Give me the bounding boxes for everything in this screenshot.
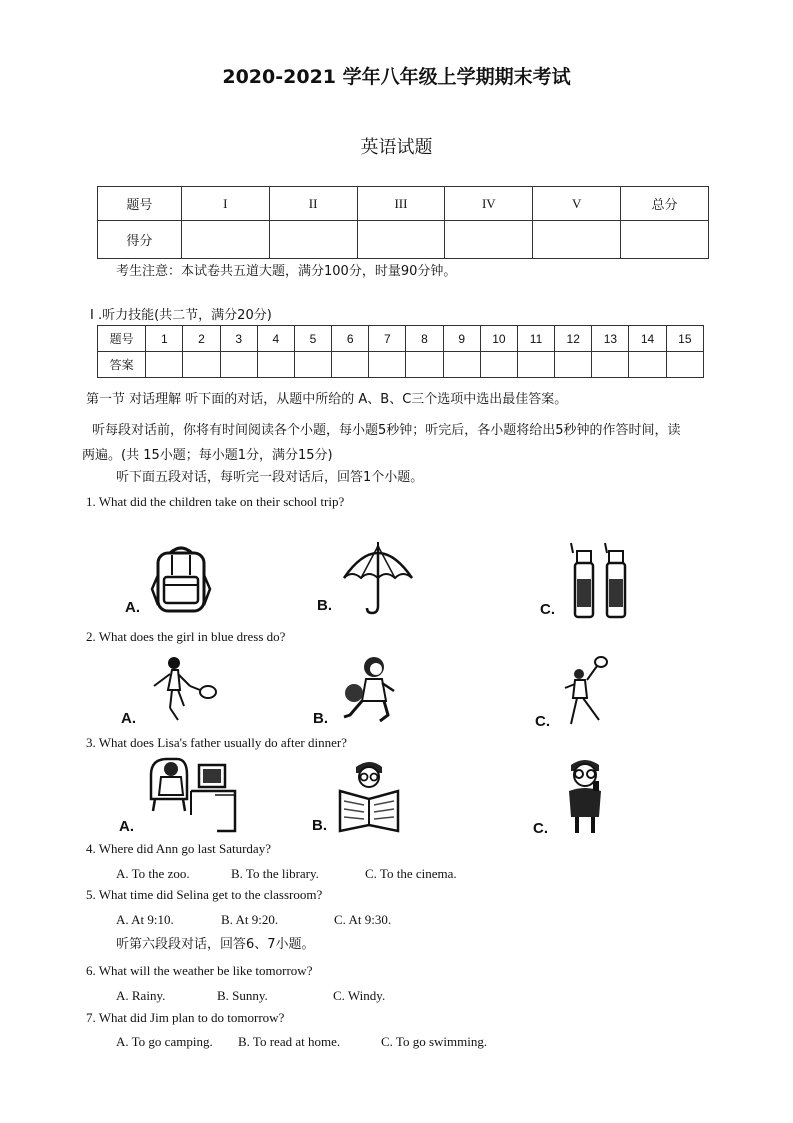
option-label: B. [313, 710, 328, 727]
tennis-player-icon [148, 656, 218, 724]
instruction-line: 两遍。(共 15小题；每小题1分，满分15分) [82, 448, 333, 463]
question-text: 1. What did the children take on their school trip? [86, 494, 345, 509]
option-text: C. At 9:30. [334, 912, 392, 927]
answer-input-cell[interactable] [257, 352, 294, 378]
man-reading-newspaper-icon [336, 757, 402, 833]
answer-table [97, 325, 704, 378]
answer-input-cell[interactable] [517, 352, 554, 378]
answer-table-cell: 9 [443, 326, 480, 352]
score-input-cell[interactable] [621, 221, 709, 259]
answer-table-cell: 6 [332, 326, 369, 352]
backpack-icon [150, 545, 212, 613]
answer-input-cell[interactable] [369, 352, 406, 378]
option-label: A. [121, 710, 136, 727]
question-text: 2. What does the girl in blue dress do? [86, 629, 286, 644]
score-table-cell: 得分 [98, 221, 182, 259]
score-table-cell: IV [445, 187, 533, 221]
answer-table-cell: 3 [220, 326, 257, 352]
answer-input-cell[interactable] [183, 352, 220, 378]
answer-table-cell: 8 [406, 326, 443, 352]
basketball-player-icon [340, 655, 402, 725]
option-text: C. To go swimming. [381, 1034, 488, 1049]
answer-table-cell: 14 [629, 326, 666, 352]
answer-input-cell[interactable] [480, 352, 517, 378]
option-label: A. [119, 818, 134, 835]
umbrella-icon [341, 540, 415, 616]
badminton-player-icon [563, 654, 613, 728]
answer-table-cell: 15 [666, 326, 703, 352]
section1-heading: I .听力技能(共二节，满分20分) [90, 308, 272, 323]
option-label: A. [125, 599, 140, 616]
option-text: A. To the zoo. [116, 866, 190, 881]
score-input-cell[interactable] [357, 221, 445, 259]
answer-input-cell[interactable] [666, 352, 703, 378]
option-text: A. At 9:10. [116, 912, 174, 927]
option-text: A. Rainy. [116, 988, 166, 1003]
score-input-cell[interactable] [269, 221, 357, 259]
score-table-cell: 总分 [621, 187, 709, 221]
exam-title: 2020-2021 学年八年级上学期期末考试 [222, 66, 571, 88]
answer-table-cell: 10 [480, 326, 517, 352]
score-table-cell: 题号 [98, 187, 182, 221]
option-text: B. To the library. [231, 866, 319, 881]
answer-table-cell: 11 [517, 326, 554, 352]
question-text: 3. What does Lisa's father usually do after dinner? [86, 735, 347, 750]
score-table [97, 186, 709, 259]
answer-input-cell[interactable] [146, 352, 183, 378]
option-text: A. To go camping. [116, 1034, 213, 1049]
answer-table-cell: 2 [183, 326, 220, 352]
score-table-cell: III [357, 187, 445, 221]
man-on-phone-icon [563, 757, 607, 835]
option-label: C. [540, 601, 555, 618]
option-label: C. [535, 713, 550, 730]
option-label: B. [312, 817, 327, 834]
score-table-score-row [98, 221, 709, 259]
option-text: B. At 9:20. [221, 912, 279, 927]
answer-input-cell[interactable] [443, 352, 480, 378]
answer-table-cell: 答案 [98, 352, 146, 378]
exam-notice: 考生注意：本试卷共五道大题，满分100分，时量90分钟。 [116, 264, 457, 279]
answer-table-cell: 7 [369, 326, 406, 352]
score-input-cell[interactable] [533, 221, 621, 259]
answer-input-cell[interactable] [592, 352, 629, 378]
score-input-cell[interactable] [181, 221, 269, 259]
answer-input-cell[interactable] [406, 352, 443, 378]
question-text: 5. What time did Selina get to the classroom? [86, 887, 323, 902]
part1-title: 第一节 对话理解 听下面的对话，从题中所给的 A、B、C三个选项中选出最佳答案。 [86, 392, 568, 407]
answer-input-cell[interactable] [332, 352, 369, 378]
question-text: 6. What will the weather be like tomorrow? [86, 963, 313, 978]
answer-table-answer-row [98, 352, 704, 378]
score-input-cell[interactable] [445, 221, 533, 259]
option-text: C. Windy. [333, 988, 386, 1003]
answer-input-cell[interactable] [220, 352, 257, 378]
score-table-cell: V [533, 187, 621, 221]
exam-subtitle: 英语试题 [360, 137, 433, 158]
answer-table-number-row [98, 326, 704, 352]
instruction-line: 听下面五段对话，每听完一段对话后，回答1个小题。 [116, 470, 424, 485]
answer-table-cell: 13 [592, 326, 629, 352]
option-text: B. Sunny. [217, 988, 268, 1003]
score-table-cell: II [269, 187, 357, 221]
answer-table-cell: 5 [294, 326, 331, 352]
option-text: C. To the cinema. [365, 866, 457, 881]
score-table-header-row [98, 187, 709, 221]
answer-input-cell[interactable] [555, 352, 592, 378]
answer-input-cell[interactable] [629, 352, 666, 378]
instruction-line: 听每段对话前，你将有时间阅读各个小题，每小题5秒钟；听完后，各小题将给出5秒钟的作答时间，读 [92, 423, 681, 438]
question-text: 7. What did Jim plan to do tomorrow? [86, 1010, 285, 1025]
option-text: B. To read at home. [238, 1034, 341, 1049]
answer-input-cell[interactable] [294, 352, 331, 378]
score-table-cell: I [181, 187, 269, 221]
answer-table-cell: 4 [257, 326, 294, 352]
answer-table-cell: 题号 [98, 326, 146, 352]
dialog6-note: 听第六段段对话，回答6、7小题。 [116, 937, 315, 952]
man-at-computer-icon [147, 755, 237, 833]
answer-table-cell: 12 [555, 326, 592, 352]
option-label: C. [533, 820, 548, 837]
question-text: 4. Where did Ann go last Saturday? [86, 841, 271, 856]
answer-table-cell: 1 [146, 326, 183, 352]
option-label: B. [317, 597, 332, 614]
water-bottles-icon [569, 541, 631, 619]
